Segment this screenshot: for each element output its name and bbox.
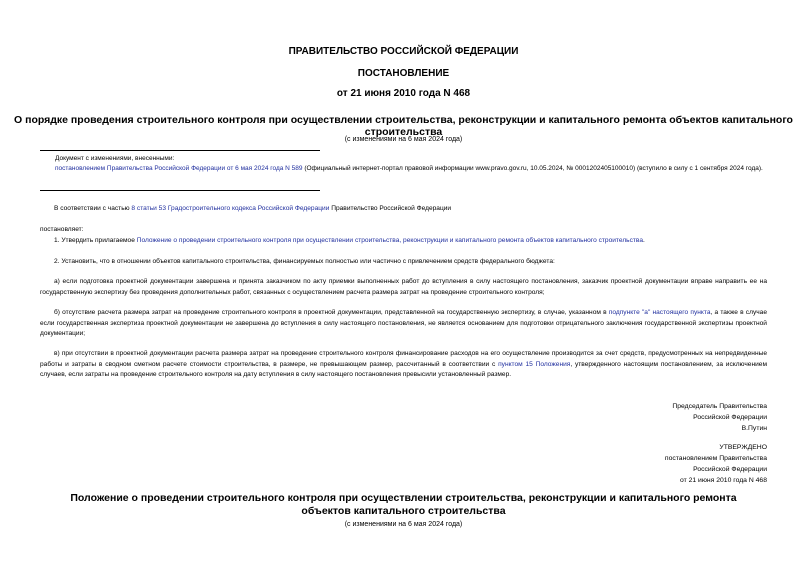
approval-line-3: Российской Федерации	[693, 466, 767, 473]
item-2b-after: , а также в случае если государственная экспертиза проектной документации не завершена до вступления в силу настоящего постановления, не является основанием для подготовки отрицательного заключения государственной экспертизы проектной документации;	[40, 309, 768, 337]
changes-link[interactable]: постановлением Правительства Российской Федерации от 6 мая 2024 года N 589	[55, 165, 303, 172]
government-heading: ПРАВИТЕЛЬСТВО РОССИЙСКОЙ ФЕДЕРАЦИИ	[288, 46, 519, 57]
item-2: 2. Установить, что в отношении объектов капитального строительства, финансируемых полностью или частично с привлечением средств федерального бюджета:	[54, 258, 555, 265]
amendment-note: (с изменениями на 6 мая 2024 года)	[344, 136, 463, 143]
preamble	[40, 204, 767, 215]
item-1-before: 1. Утвердить прилагаемое	[54, 237, 137, 244]
resolves-text: постановляет:	[40, 226, 84, 233]
approval-line-4: от 21 июня 2010 года N 468	[679, 477, 767, 484]
changes-text: (Официальный интернет-портал правовой информации www.pravo.gov.ru, 10.05.2024, № 0001202405100010) (вступило в силу с 1 сентября 2024 года).	[302, 165, 763, 172]
document-date-number: от 21 июня 2010 года N 468	[336, 88, 471, 99]
changes-label: Документ с изменениями, внесенными:	[55, 155, 175, 162]
item-2c	[40, 349, 767, 381]
regulation-title: Положение о проведении строительного контроля при осуществлении строительства, реконструкции и капитального ремонта объектов капитального строительства	[70, 492, 737, 517]
signature-line-1: Председатель Правительства	[672, 403, 767, 410]
item-1	[40, 236, 767, 247]
regulation-amendment-note: (с изменениями на 6 мая 2024 года)	[344, 521, 463, 528]
changes-details	[40, 164, 767, 174]
approval-line-1: УТВЕРЖДЕНО	[719, 444, 767, 451]
item-2c-before: в) при отсутствии в проектной документации расчета размера затрат на проведение строительного контроля финансирование расходов на его осуществление производится за счет средств, предусмотренных на непредвиденные работы и затраты в сводном сметном расчете стоимости строительства, в размере, не превышающем размер, рассчитанный в соответствии с	[40, 350, 767, 368]
signature-block	[672, 401, 767, 434]
preamble-text-before: В соответствии с частью	[54, 205, 132, 212]
preamble-text-after: Правительство Российской Федерации	[329, 205, 452, 212]
regulation-link[interactable]: Положение о проведении строительного контроля при осуществлении строительства, реконструкции и капитального ремонта объектов капитального строительства	[136, 237, 644, 244]
code-link[interactable]: 8 статьи 53 Градостроительного кодекса Российской Федерации	[131, 205, 330, 212]
approval-line-2: постановлением Правительства	[664, 455, 767, 462]
document-title: О порядке проведения строительного контроля при осуществлении строительства, реконструкции и капитального ремонта объектов капитального строительства	[14, 114, 793, 138]
item-2c-after: , утвержденного настоящим постановлением, за исключением случаев, если затраты на проведение строительного контроля на дату вступления в силу настоящего постановления превысили установленный размер.	[40, 360, 767, 378]
subpoint-a-link[interactable]: подпункте "а" настоящего пункта	[608, 309, 711, 316]
separator-top	[40, 150, 320, 151]
item-2b	[40, 308, 767, 340]
item-2b-before: б) отсутствие расчета размера затрат на проведение строительного контроля в проектной документации, представленной на государственную экспертизу, в случае, указанном в	[54, 309, 609, 316]
signature-line-2: Российской Федерации	[693, 414, 767, 421]
signature-line-3: В.Путин	[741, 425, 767, 432]
approval-block	[665, 442, 767, 486]
item-1-after: .	[643, 237, 645, 244]
document-type: ПОСТАНОВЛЕНИЕ	[357, 68, 450, 79]
separator-bottom	[40, 190, 320, 191]
item-2a: а) если подготовка проектной документации завершена и принята заказчиком по акту приемки выполненных работ до вступления в силу настоящего постановления, заказчик проектной документации вправе направить ее на государственную экспертизу без проведения дополнительных работ, связанных с осуществлением расчета размера затрат на проведение строительного контроля;	[40, 278, 767, 296]
point-15-link[interactable]: пунктом 15 Положения	[498, 360, 571, 368]
